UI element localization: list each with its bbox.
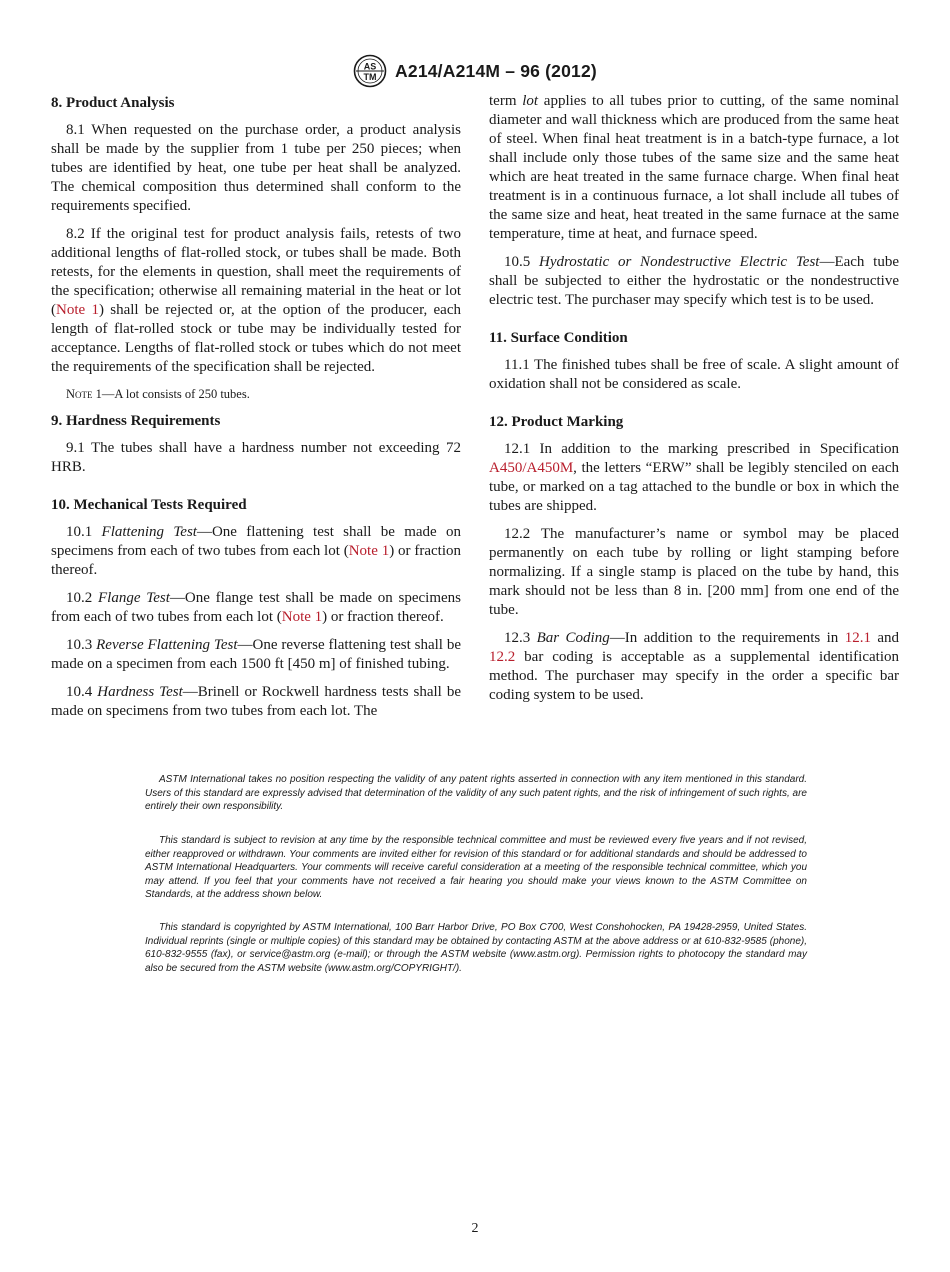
section-8-heading: 8. Product Analysis (51, 95, 175, 111)
paragraph-12-3 (489, 629, 899, 705)
revision-notice: This standard is subject to revision at any time by the responsible technical committee and must be reviewed every five years and if not revised, either reapproved or withdrawn. Your comments are invited either for revision of this standard or for additional standards and should be addressed to ASTM International Headquarters. Your comments will receive careful consideration at a meeting of the responsible technical committee, which you may attend. If you feel that your comments have not received a fair hearing you should make your views known to the ASTM Committee on Standards, at the address shown below. (145, 835, 807, 900)
text-span: —Brinell or Rockwell hardness tests shall be made on specimens from two tubes from each lot. The (51, 684, 461, 719)
text-span: , the letters “ERW” shall be legibly stenciled on each tube, or marked on a tag attached to the bundle or box in which the tubes are shipped. (489, 460, 899, 514)
copyright-notice: This standard is copyrighted by ASTM International, 100 Barr Harbor Drive, PO Box C700, West Conshohocken, PA 19428-2959, United States. Individual reprints (single or multiple copies) of this standard may be obtained by contacting ASTM at the above address or at 610-832-9585 (phone), 610-832-9555 (fax), or service@astm.org (e-mail); or through the ASTM website (www.astm.org). Permission rights to photocopy the standard may also be secured from the ASTM website (www.astm.org/COPYRIGHT/). (145, 922, 807, 974)
term-italic: Flattening Test (101, 524, 197, 540)
text-span: 10.1 (66, 524, 102, 540)
svg-text:TM: TM (363, 72, 377, 82)
page-number: 2 (471, 1221, 479, 1236)
note-1-link[interactable]: Note 1 (56, 302, 99, 318)
paragraph-12-2: 12.2 The manufacturer’s name or symbol may be placed permanently on each tube by rolling or light stamping before normalizing. If a single stamp is placed on the tube by hand, this mark should not be less than 8 in. [200 mm] from one end of the tube. (489, 526, 899, 618)
paragraph-8-2 (51, 225, 461, 377)
note-1-link[interactable]: Note 1 (348, 543, 390, 559)
term-italic: Reverse Flattening Test (96, 637, 238, 653)
text-span: 10.4 (66, 684, 98, 700)
astm-logo-icon (353, 54, 387, 88)
text-span: 8.2 If the original test for product analysis fails, retests of two additional lengths of flat-rolled stock, or tubes shall be made. Both retests, for the elements in question, shall meet the requirements of the specification; otherwise all remaining material in the heat or lot ( (51, 226, 461, 318)
text-span: ) shall be rejected or, at the option of the producer, each length of flat-rolled stock or tube may be individually tested for acceptance. Lengths of flat-rolled stock or tubes which do not meet the requirements of the specification shall be rejected. (51, 302, 461, 375)
text-span: 10.3 (66, 637, 97, 653)
paragraph-10-5 (489, 253, 899, 310)
text-span: —One flange test shall be made on specimens from each of two tubes from each lot ( (51, 590, 461, 625)
paragraph-11-1: 11.1 The finished tubes shall be free of scale. A slight amount of oxidation shall not be considered as scale. (489, 357, 899, 392)
paragraph-10-4-continued (489, 92, 899, 244)
section-12-1-link[interactable]: 12.1 (844, 630, 871, 646)
term-italic: lot (522, 93, 539, 109)
term-italic: Flange Test (98, 590, 170, 606)
note-1-link[interactable]: Note 1 (281, 609, 323, 625)
page-header (0, 54, 950, 88)
text-span: —Each tube shall be subjected to either the hydrostatic or the nondestructive electric test. The purchaser may specify which test is to be used. (489, 254, 899, 308)
section-11-heading: 11. Surface Condition (489, 330, 628, 346)
section-9-heading: 9. Hardness Requirements (51, 413, 221, 429)
right-column (489, 92, 899, 714)
note-label: Note 1 (66, 387, 102, 401)
section-12-heading: 12. Product Marking (489, 414, 624, 430)
note-text: —A lot consists of 250 tubes. (101, 387, 250, 401)
term-italic: Hardness Test (97, 684, 183, 700)
term-italic: Bar Coding (536, 630, 610, 646)
svg-text:AS: AS (363, 61, 377, 72)
text-span: applies to all tubes prior to cutting, of the same nominal diameter and wall thickness which are produced from the same heat of steel. When final heat treatment is in a batch-type furnace, a lot shall include only those tubes of the same size and the same heat which are heat treated in the same furnace charge. When final heat treatment is in a continuous furnace, a lot shall include all tubes of the same size and heat, heat treated in the same furnace at the same temperature, time at heat, and furnace speed. (489, 93, 899, 242)
text-span: 12.3 (504, 630, 537, 646)
text-span: —One reverse flattening test shall be made on a specimen from each 1500 ft [450 m] of finished tubing. (51, 637, 462, 672)
text-span: 12.1 In addition to the marking prescribed in Specification (504, 441, 899, 457)
text-span: term (489, 93, 523, 109)
paragraph-10-1 (51, 523, 461, 580)
paragraph-10-3 (51, 636, 461, 674)
text-span: —In addition to the requirements in (609, 630, 845, 646)
text-span: and (870, 630, 899, 646)
patent-disclaimer: ASTM International takes no position respecting the validity of any patent rights asserted in connection with any item mentioned in this standard. Users of this standard are expressly advised that determination of the validity of any such patent rights, and the risk of infringement of such rights, are entirely their own responsibility. (145, 774, 807, 812)
paragraph-12-1 (489, 440, 899, 516)
text-span: bar coding is acceptable as a supplemental identification method. The purchaser may specify in the order a specific bar coding system to be used. (489, 649, 899, 703)
left-column (51, 92, 461, 730)
term-italic: Hydrostatic or Nondestructive Electric Test (538, 254, 820, 270)
note-1 (51, 386, 461, 402)
section-10-heading: 10. Mechanical Tests Required (51, 497, 247, 513)
text-span: —One flattening test shall be made on specimens from each of two tubes from each lot ( (51, 524, 461, 559)
standard-designation: A214/A214M – 96 (2012) (395, 60, 597, 81)
section-12-2-link[interactable]: 12.2 (489, 649, 516, 665)
paragraph-10-2 (51, 589, 461, 627)
text-span: ) or fraction thereof. (322, 609, 444, 625)
a450-link[interactable]: A450/A450M (489, 460, 574, 476)
text-span: ) or fraction thereof. (51, 543, 461, 578)
paragraph-8-1: 8.1 When requested on the purchase order, a product analysis shall be made by the supplier from 1 tube per 250 pieces; when tubes are identified by heat, one tube per heat shall be analyzed. The chemical composition thus determined shall conform to the requirements specified. (51, 122, 461, 214)
paragraph-9-1: 9.1 The tubes shall have a hardness number not exceeding 72 HRB. (51, 440, 461, 475)
text-span: 10.5 (504, 254, 539, 270)
text-span: 10.2 (66, 590, 99, 606)
paragraph-10-4 (51, 683, 461, 721)
